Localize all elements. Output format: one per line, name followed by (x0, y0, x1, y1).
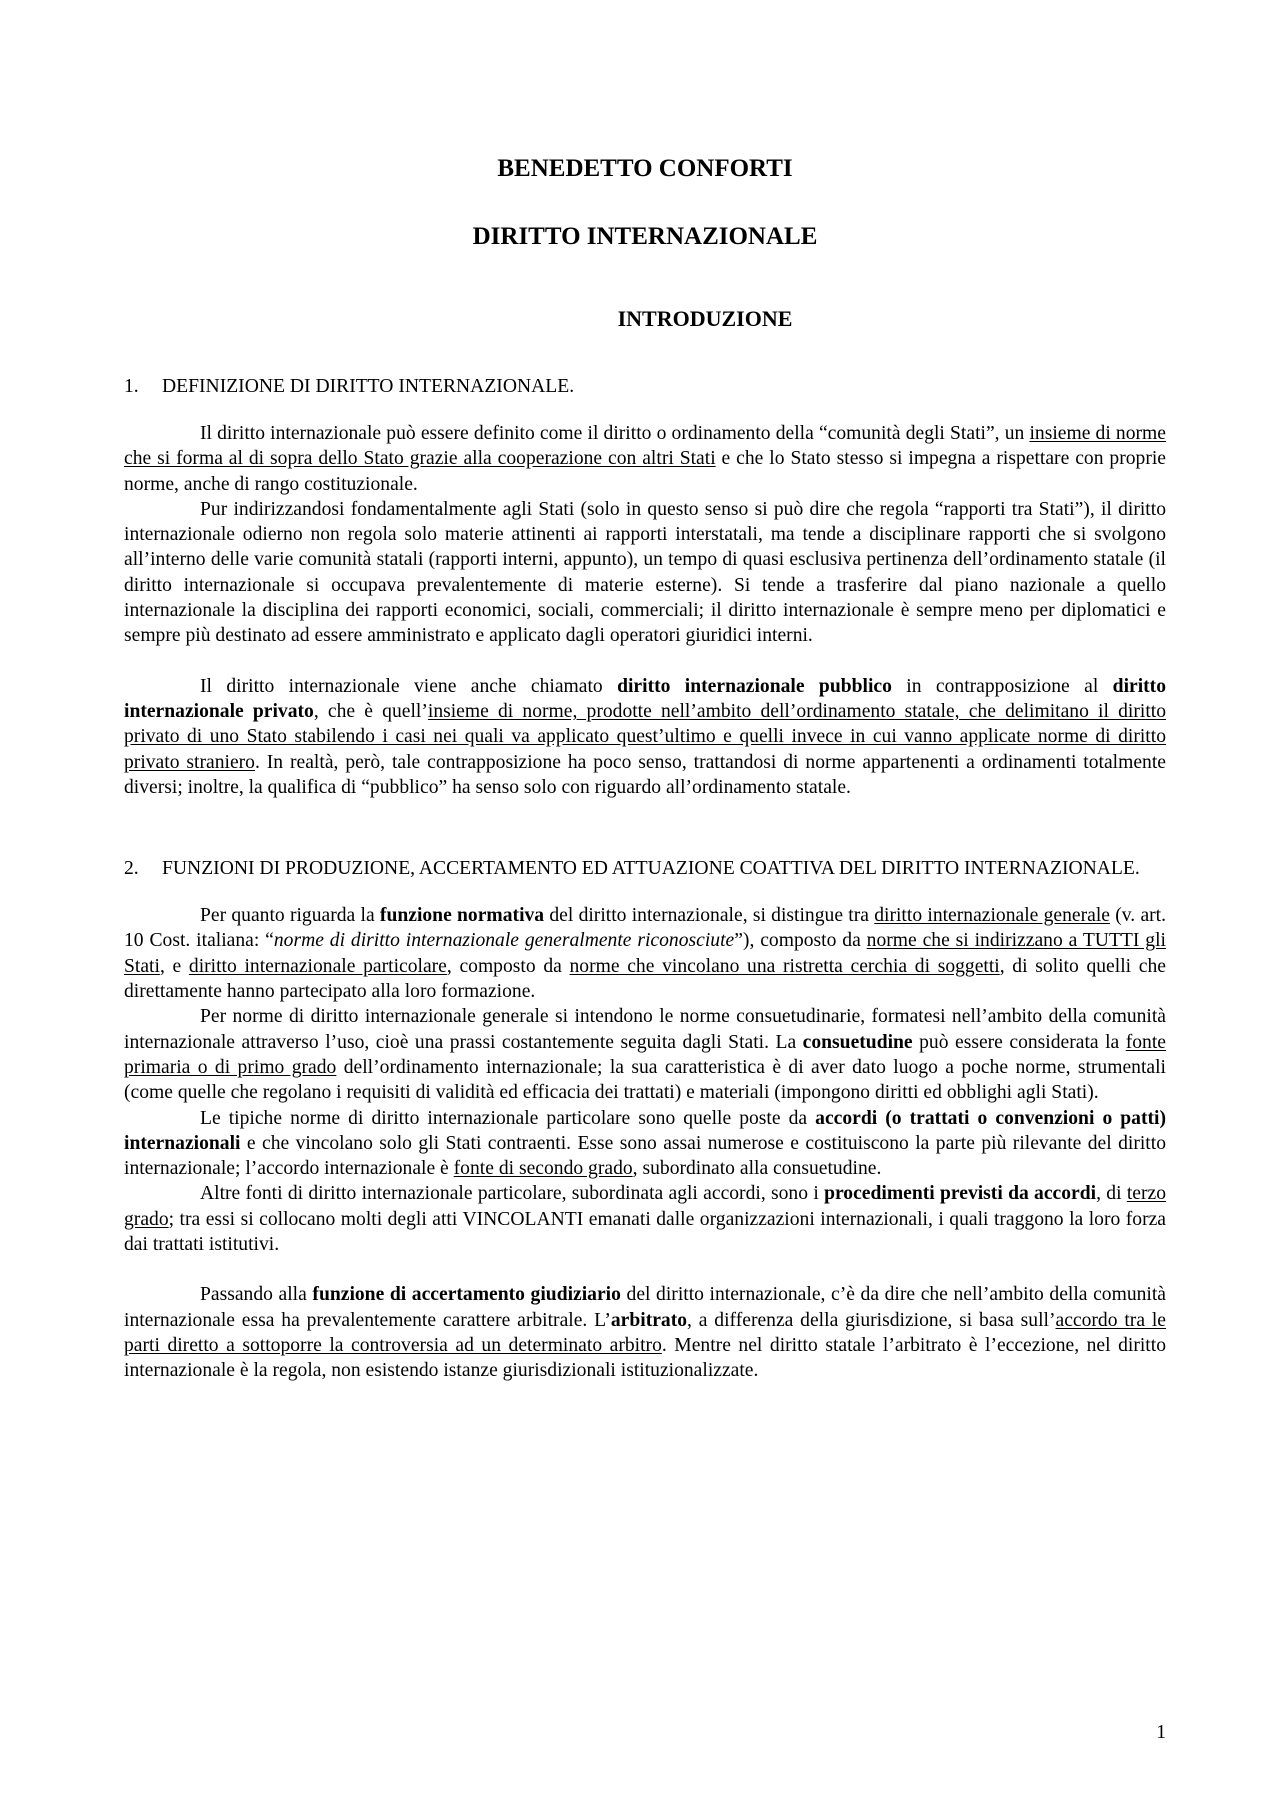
bold-term: consuetudine (802, 1031, 913, 1053)
underlined-phrase: insieme di norme che si forma al di sopra dello Stato grazie alla cooperazione con altri Stati (124, 423, 1166, 470)
underlined-phrase: insieme di norme, prodotte nell’ambito dell’ordinamento statale, che delimitano il diritto privato di uno Stato stabilendo i casi nei quali va applicato quest’ultimo e quelli invece in cui vanno applicate norme di diritto privato straniero (124, 700, 1167, 773)
author-name: BENEDETTO CONFORTI (497, 155, 793, 182)
section-number: 1. (124, 376, 139, 397)
paragraph: Il diritto internazionale può essere definito come il diritto o ordinamento della “comunità degli Stati”, un insieme di norme che si forma al di sopra dello Stato grazie alla cooperazione con altri Stati e che lo Stato stesso si impegna a rispettare con proprie norme, anche di rango costituzionale. (124, 423, 1166, 495)
underlined-phrase: norme che si indirizzano a TUTTI gli Stati (124, 930, 1166, 977)
bold-term: diritto internazionale pubblico (617, 675, 892, 697)
page-content (124, 150, 1166, 1384)
bold-term: procedimenti previsti da accordi (824, 1183, 1097, 1205)
underlined-phrase: norme che vincolano una ristretta cerchia di soggetti (569, 955, 1000, 977)
paragraph: Passando alla funzione di accertamento giudiziario del diritto internazionale, c’è da dire che nell’ambito della comunità internazionale essa ha prevalentemente carattere arbitrale. L’arbitrato, a differenza della giurisdizione, si basa sull’accordo tra le parti diretto a sottoporre la controversia ad un determinato arbitro. Mentre nel diritto statale l’arbitrato è l’eccezione, nel diritto internazionale è la regola, non esistendo istanze giurisdizionali istituzionalizzate. (124, 1284, 1166, 1382)
page-number: 1 (1156, 1722, 1166, 1743)
underlined-phrase: accordo tra le parti diretto a sottoporre la controversia ad un determinato arbitro (124, 1309, 1166, 1356)
paragraph: Per norme di diritto internazionale generale si intendono le norme consuetudinarie, formatesi nell’ambito della comunità internazionale attraverso l’uso, cioè una prassi costantemente seguita dagli Stati. La consuetudine può essere considerata la fonte primaria o di primo grado dell’ordinamento internazionale; la sua caratteristica è di aver dato luogo a poche norme, strumentali (come quelle che regolano i requisiti di validità ed efficacia dei trattati) e materiali (impongono diritti ed obblighi agli Stati). (124, 1006, 1166, 1104)
underlined-phrase: fonte di secondo grado (453, 1158, 633, 1180)
underlined-phrase: diritto internazionale generale (874, 905, 1110, 927)
section-number: 2. (124, 858, 139, 880)
underlined-phrase: diritto internazionale particolare (188, 955, 447, 977)
paragraph: Pur indirizzandosi fondamentalmente agli Stati (solo in questo senso si può dire che regola “rapporti tra Stati”), il diritto internazionale odierno non regola solo materie attinenti ai rapporti interstatali, ma tende a disciplinare rapporti che si svolgono all’interno delle varie comunità statali (rapporti interni, appunto), un tempo di quasi esclusiva pertinenza dell’ordinamento statale (il diritto internazionale si occupava prevalentemente di materie esterne). Si tende a trasferire dal piano nazionale a quello internazionale la disciplina dei rapporti economici, sociali, commerciali; il diritto internazionale è sempre meno per diplomatici e sempre più destinato ad essere amministrato e applicato dagli operatori giuridici interni. (124, 498, 1166, 647)
bold-term: funzione di accertamento giudiziario (312, 1284, 621, 1306)
section-heading-1 (124, 374, 1166, 399)
paragraph: Altre fonti di diritto internazionale particolare, subordinata agli accordi, sono i procedimenti previsti da accordi, di terzo grado; tra essi si collocano molti degli atti VINCOLANTI emanati dalle organizzazioni internazionali, i quali traggono la loro forza dai trattati istitutivi. (124, 1183, 1166, 1256)
italic-quote: norme di diritto internazionale generalmente riconosciute (273, 930, 735, 952)
underlined-phrase: terzo grado (124, 1183, 1166, 1230)
chapter-title: INTRODUZIONE (617, 306, 793, 331)
paragraph: Il diritto internazionale viene anche chiamato diritto internazionale pubblico in contrapposizione al diritto internazionale privato, che è quell’insieme di norme, prodotte nell’ambito dell’ordinamento statale, che delimitano il diritto privato di uno Stato stabilendo i casi nei quali va applicato quest’ultimo e quelli invece in cui vanno applicate norme di diritto privato straniero. In realtà, però, tale contrapposizione ha poco senso, trattandosi di norme appartenenti a ordinamenti totalmente diversi; inoltre, la qualifica di “pubblico” ha senso solo con riguardo all’ordinamento statale. (124, 675, 1167, 798)
bold-term: diritto internazionale privato (124, 675, 1166, 722)
bold-term: accordi (o trattati o convenzioni o patti) internazionali (124, 1107, 1166, 1154)
section-heading-2 (124, 856, 1166, 881)
underlined-phrase: fonte primaria o di primo grado (124, 1031, 1166, 1078)
bold-term: arbitrato (610, 1309, 688, 1331)
paragraph: Le tipiche norme di diritto internazionale particolare sono quelle poste da accordi (o trattati o convenzioni o patti) internazionali e che vincolano solo gli Stati contraenti. Esse sono assai numerose e costituiscono la parte più rilevante del diritto internazionale; l’accordo internazionale è fonte di secondo grado, subordinato alla consuetudine. (124, 1107, 1166, 1180)
section-title: FUNZIONI DI PRODUZIONE, ACCERTAMENTO ED ATTUAZIONE COATTIVA DEL DIRITTO INTERNAZIONALE. (162, 858, 1140, 880)
section-title: DEFINIZIONE DI DIRITTO INTERNAZIONALE. (162, 376, 575, 397)
paragraph: Per quanto riguarda la funzione normativa del diritto internazionale, si distingue tra diritto internazionale generale (v. art. 10 Cost. italiana: “norme di diritto internazionale generalmente riconosciute”), composto da norme che si indirizzano a TUTTI gli Stati, e diritto internazionale particolare, composto da norme che vincolano una ristretta cerchia di soggetti, di solito quelli che direttamente hanno partecipato alla loro formazione. (124, 905, 1167, 1003)
bold-term: funzione normativa (379, 905, 545, 927)
document-title: DIRITTO INTERNAZIONALE (472, 223, 818, 250)
